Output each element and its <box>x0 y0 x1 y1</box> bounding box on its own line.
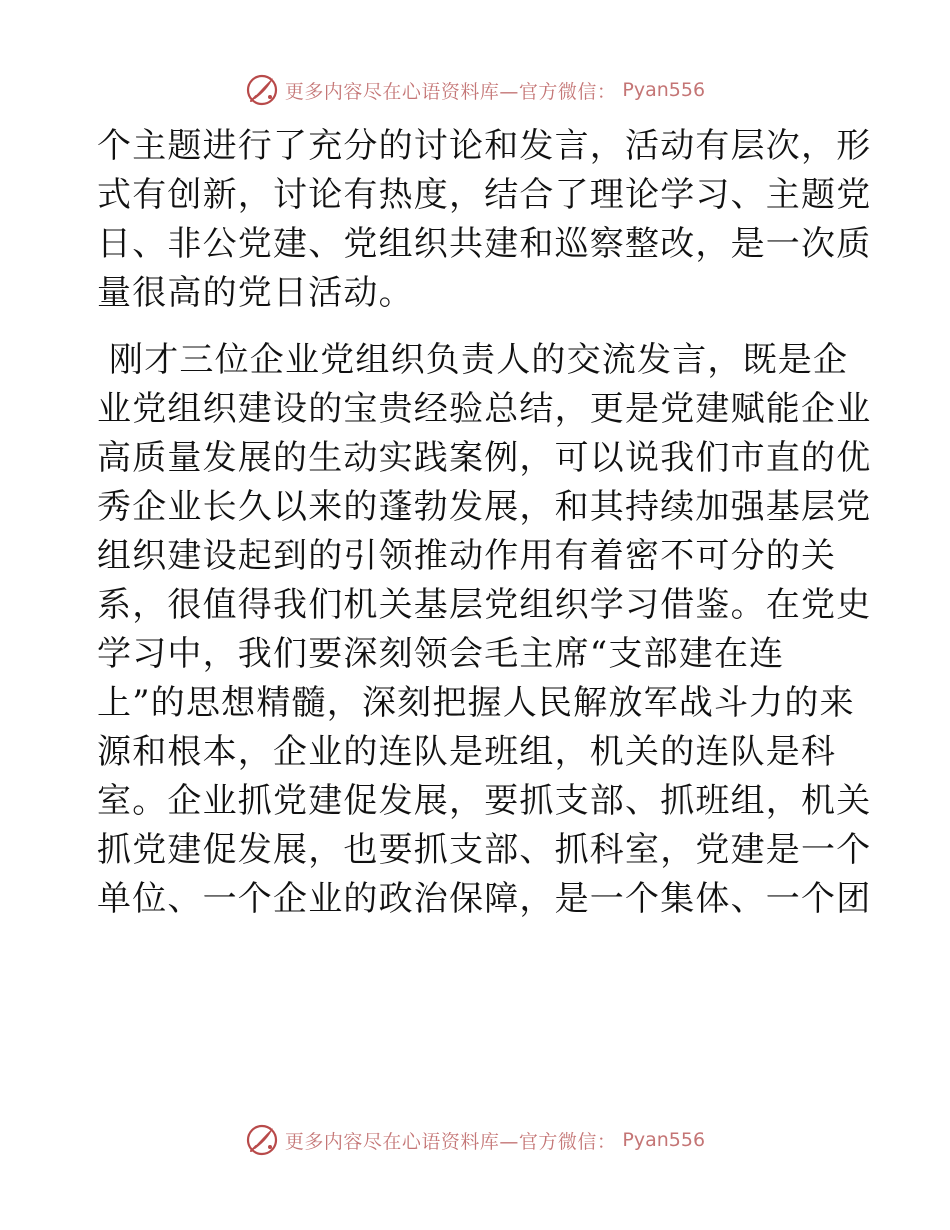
text-line: 量很高的党日活动。 <box>97 273 414 313</box>
text-line: 日、非公党建、党组织共建和巡察整改，是一次质 <box>97 224 872 264</box>
quill-pen-logo-icon <box>245 73 279 107</box>
watermark-text: 更多内容尽在心语资料库—官方微信： <box>284 1130 617 1153</box>
document-body <box>97 122 872 924</box>
quill-pen-logo-icon <box>245 1123 279 1157</box>
text-line: 式有创新，讨论有热度，结合了理论学习、主题党 <box>97 175 872 215</box>
text-line: 高质量发展的生动实践案例，可以说我们市直的优 <box>97 438 872 478</box>
watermark-text: 更多内容尽在心语资料库—官方微信： <box>284 80 617 103</box>
watermark-wechat-id: Pyan556 <box>622 1129 706 1151</box>
paragraph-2 <box>97 336 872 924</box>
text-line: 室。企业抓党建促发展，要抓支部、抓班组，机关 <box>97 781 872 821</box>
text-line: 组织建设起到的引领推动作用有着密不可分的关 <box>97 536 837 576</box>
text-line: 秀企业长久以来的蓬勃发展，和其持续加强基层党 <box>97 487 872 527</box>
text-line: 单位、一个企业的政治保障，是一个集体、一个团 <box>97 879 872 919</box>
footer-watermark <box>0 1120 950 1160</box>
text-line: 业党组织建设的宝贵经验总结，更是党建赋能企业 <box>97 389 872 429</box>
text-line: 学习中，我们要深刻领会毛主席“支部建在连 <box>97 634 785 674</box>
text-line: 源和根本，企业的连队是班组，机关的连队是科 <box>97 732 837 772</box>
header-watermark <box>0 70 950 110</box>
text-line: 刚才三位企业党组织负责人的交流发言，既是企 <box>97 340 849 380</box>
paragraph-1 <box>97 122 872 318</box>
text-line: 上”的思想精髓，深刻把握人民解放军战斗力的来 <box>97 683 855 723</box>
text-line: 抓党建促发展，也要抓支部、抓科室，党建是一个 <box>97 830 872 870</box>
text-line: 系，很值得我们机关基层党组织学习借鉴。在党史 <box>97 585 872 625</box>
watermark-wechat-id: Pyan556 <box>622 79 706 101</box>
text-line: 个主题进行了充分的讨论和发言，活动有层次，形 <box>97 126 872 166</box>
